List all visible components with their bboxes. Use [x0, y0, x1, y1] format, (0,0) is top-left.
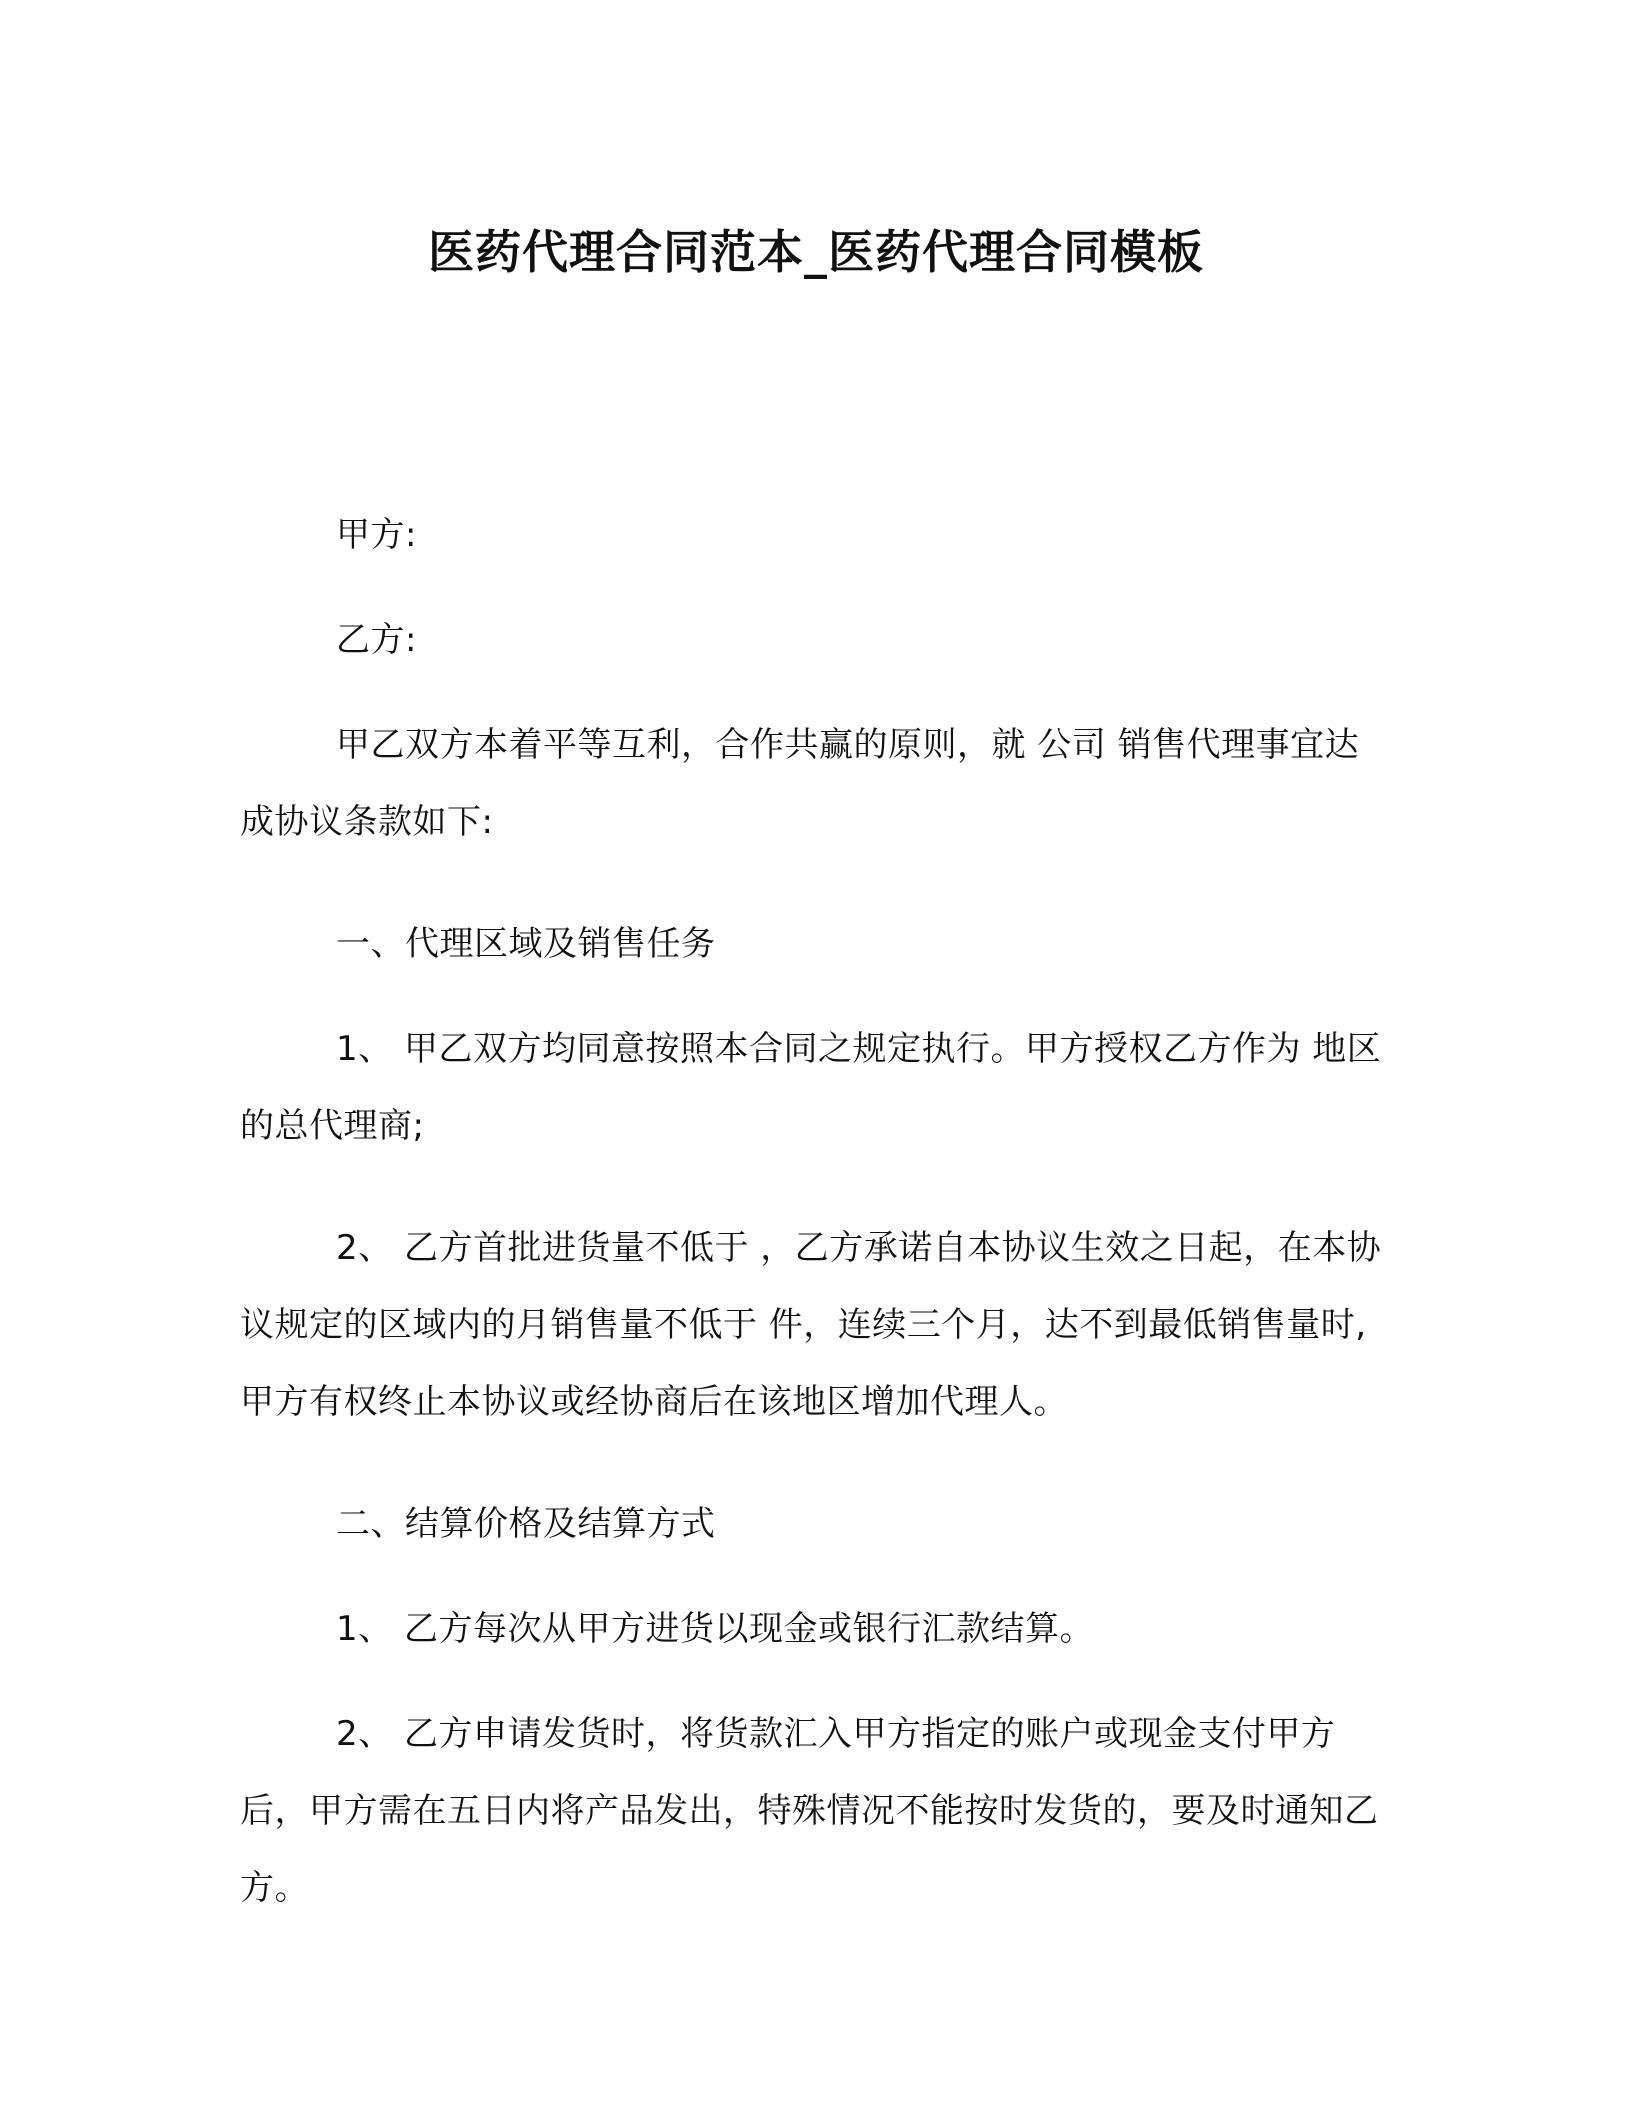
section-heading-1: 一、代理区域及销售任务: [336, 924, 716, 964]
clause-1-2: 2、 乙方首批进货量不低于 ，乙方承诺自本协议生效之日起，在本协议规定的区域内的月销售量不低于 件，连续三个月，达不到最低销售量时,甲方有权终止本协议或经协商后在该地区增加代理人。: [240, 1228, 1382, 1422]
party-a-line: 甲方:: [336, 515, 417, 555]
clause-1-1: 1、 甲乙双方均同意按照本合同之规定执行。甲方授权乙方作为 地区的总代理商;: [240, 1029, 1382, 1146]
preamble-paragraph: 甲乙双方本着平等互利，合作共赢的原则，就 公司 销售代理事宜达成协议条款如下:: [240, 725, 1360, 842]
clause-2-2: 2、 乙方申请发货时，将货款汇入甲方指定的账户或现金支付甲方后，甲方需在五日内将产品发出，特殊情况不能按时发货的，要及时通知乙方。: [240, 1714, 1379, 1908]
clause-2-1: 1、 乙方每次从甲方进货以现金或银行汇款结算。: [336, 1609, 1094, 1649]
section-heading-2: 二、结算价格及结算方式: [336, 1504, 716, 1544]
document-title: 医药代理合同范本_医药代理合同模板: [428, 225, 1204, 279]
document-body: [240, 497, 1390, 1972]
party-b-line: 乙方:: [336, 620, 417, 660]
